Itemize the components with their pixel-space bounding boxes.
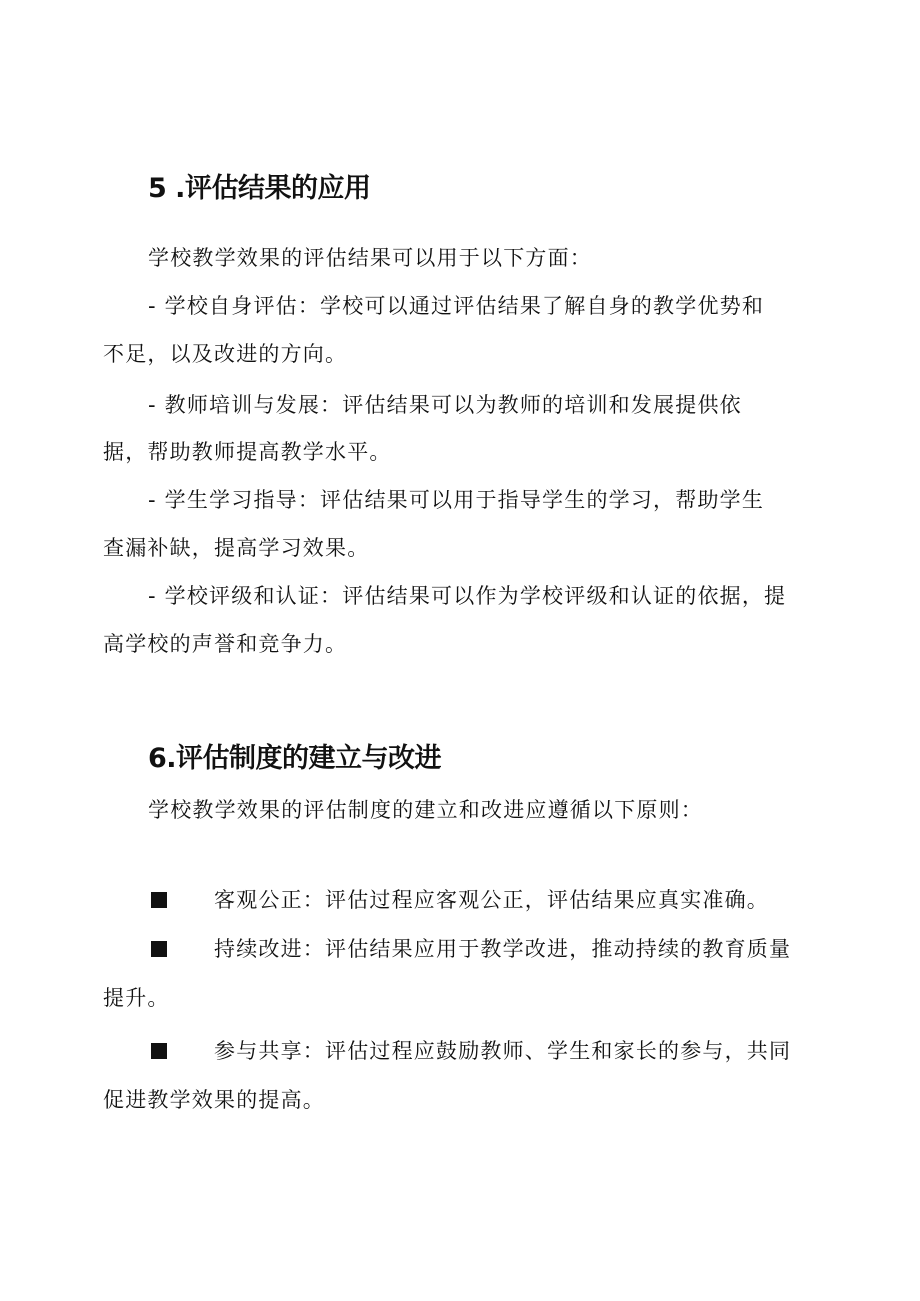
list-item-1-line-2: 不足，以及改进的方向。 bbox=[103, 342, 348, 366]
section-5-intro: 学校教学效果的评估结果可以用于以下方面： bbox=[148, 246, 592, 270]
principle-3-line-2: 促进教学效果的提高。 bbox=[103, 1088, 325, 1112]
principle-1-line-1: 客观公正：评估过程应客观公正，评估结果应真实准确。 bbox=[214, 888, 769, 912]
list-item-4-line-2: 高学校的声誉和竞争力。 bbox=[103, 632, 348, 656]
list-item-1-line-1: - 学校自身评估：学校可以通过评估结果了解自身的教学优势和 bbox=[148, 294, 765, 318]
principle-2-line-2: 提升。 bbox=[103, 986, 170, 1010]
square-bullet-icon bbox=[151, 892, 167, 908]
principle-3-line-1: 参与共享：评估过程应鼓励教师、学生和家长的参与，共同 bbox=[214, 1039, 792, 1063]
section-6-heading: 6.评估制度的建立与改进 bbox=[148, 743, 442, 774]
list-item-3-line-2: 查漏补缺，提高学习效果。 bbox=[103, 536, 370, 560]
principle-2-line-1: 持续改进：评估结果应用于教学改进，推动持续的教育质量 bbox=[214, 937, 792, 961]
square-bullet-icon bbox=[151, 1043, 167, 1059]
square-bullet-icon bbox=[151, 941, 167, 957]
list-item-2-line-2: 据，帮助教师提高教学水平。 bbox=[103, 440, 392, 464]
list-item-4-line-1: - 学校评级和认证：评估结果可以作为学校评级和认证的依据，提 bbox=[148, 584, 787, 608]
section-6-intro: 学校教学效果的评估制度的建立和改进应遵循以下原则： bbox=[148, 798, 703, 822]
list-item-3-line-1: - 学生学习指导：评估结果可以用于指导学生的学习，帮助学生 bbox=[148, 488, 765, 512]
section-5-heading: 5 .评估结果的应用 bbox=[148, 173, 371, 204]
list-item-2-line-1: - 教师培训与发展：评估结果可以为教师的培训和发展提供依 bbox=[148, 393, 742, 417]
